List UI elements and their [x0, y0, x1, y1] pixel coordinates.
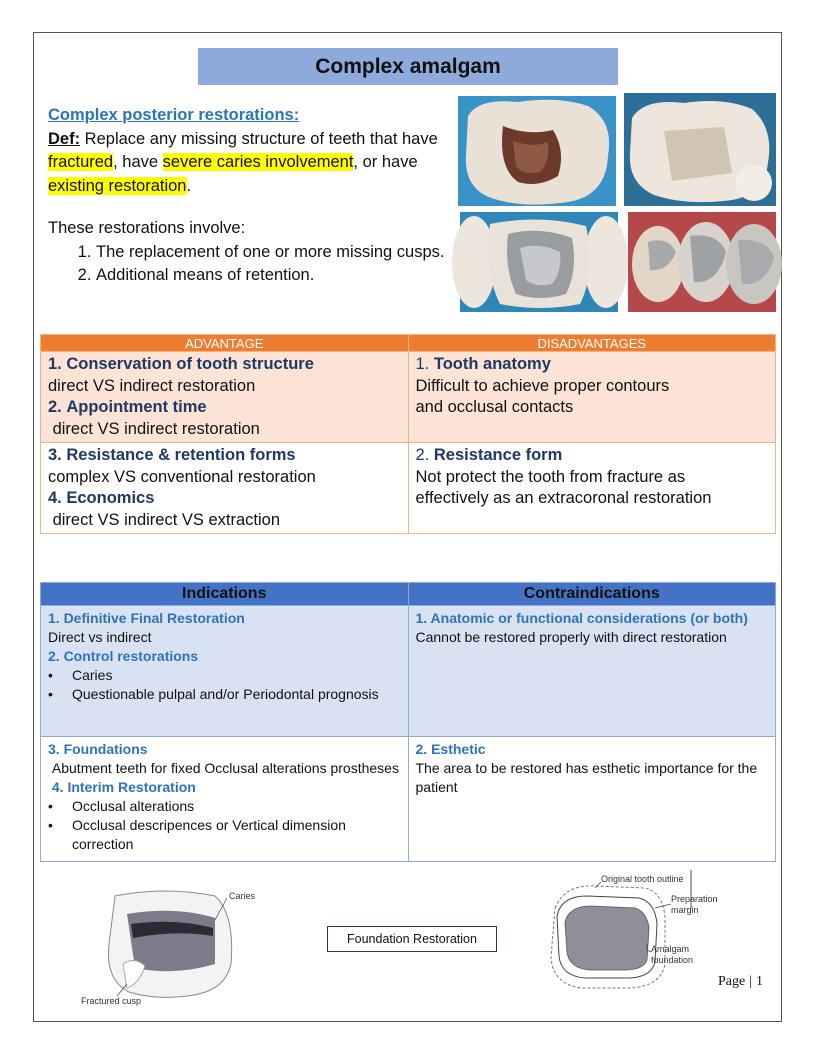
dis-text-2b: effectively as an extracoronal restoration — [415, 489, 712, 507]
advantage-header: ADVANTAGE — [41, 335, 409, 352]
page-label: Page — [718, 974, 746, 989]
intro-subheading: Complex posterior restorations: — [48, 106, 300, 124]
dis-num-1: 1. — [415, 355, 430, 373]
highlight-caries: severe caries involvement — [162, 153, 354, 171]
foundation-label: foundation — [651, 955, 694, 965]
highlight-existing: existing restoration — [48, 176, 187, 195]
preparation-label: Preparation — [671, 894, 718, 904]
dis-title-2: Resistance form — [433, 446, 563, 464]
caries-label: Caries — [229, 891, 256, 901]
margin-label: margin — [671, 905, 699, 915]
dis-text-1a: Difficult to achieve proper contours — [415, 376, 670, 395]
def-text-1: Replace any missing structure of teeth that have — [80, 129, 438, 148]
tooth-photo-prepared — [624, 93, 776, 206]
fractured-cusp-label: Fractured cusp — [81, 996, 142, 1006]
ind-bullets-4 — [48, 797, 401, 854]
disadvantage-cell-1 — [408, 352, 776, 443]
indications-cell-1 — [41, 606, 409, 737]
ind-bullet-vertical: • Occlusal descripences or Vertical dimension correction — [72, 816, 401, 854]
involve-item-2: 2. Additional means of retention. — [96, 264, 448, 288]
ind-bullet-occlusal: • Occlusal alterations — [72, 797, 401, 816]
advantages-table — [40, 334, 776, 534]
disadvantage-header: DISADVANTAGES — [408, 335, 776, 352]
ind-text-1: Direct vs indirect — [48, 629, 152, 645]
def-label: Def: — [48, 129, 81, 148]
intro-paragraph — [48, 104, 448, 198]
ind-bullet-pulpal: • Questionable pulpal and/or Periodontal prognosis — [72, 685, 401, 704]
contraindications-header: Contraindications — [408, 583, 776, 606]
contraindications-cell-1 — [408, 606, 776, 737]
ind-text-3: Abutment teeth for fixed Occlusal alterations prostheses — [48, 760, 399, 776]
ind-bullet-caries: • Caries — [72, 666, 401, 685]
foundation-caption: Foundation Restoration — [327, 926, 497, 952]
ind-title-2: 2. Control restorations — [48, 648, 199, 664]
page-separator: | — [749, 974, 753, 989]
highlight-fractured: fractured — [48, 153, 114, 171]
amalgam-foundation-diagram — [535, 868, 718, 998]
adv-text-2: direct VS indirect restoration — [48, 419, 260, 438]
adv-text-1: direct VS indirect restoration — [48, 376, 256, 395]
page-number — [718, 974, 763, 990]
dis-text-1b: and occlusal contacts — [415, 398, 574, 416]
involve-heading: These restorations involve: — [48, 219, 246, 237]
definition — [48, 128, 448, 199]
involve-item-1: 1. The replacement of one or more missing cusps. — [96, 241, 448, 265]
ind-title-1: 1. Definitive Final Restoration — [48, 610, 245, 626]
tooth-photo-caries — [458, 96, 616, 206]
page-title — [198, 48, 618, 85]
indications-cell-2 — [41, 737, 409, 862]
adv-title-3: Resistance & retention forms — [66, 446, 296, 464]
adv-text-4: direct VS indirect VS extraction — [48, 510, 281, 529]
ind-title-4: 4. Interim Restoration — [48, 779, 196, 795]
disadvantage-cell-2 — [408, 443, 776, 534]
involve-list — [48, 241, 448, 288]
involve-section — [48, 217, 448, 288]
def-text-2: , have — [113, 153, 163, 171]
tooth-photo-amalgam — [460, 212, 618, 312]
contra-text-1: Cannot be restored properly with direct restoration — [415, 629, 727, 645]
adv-num-1: 1. — [48, 355, 62, 373]
dis-text-2a: Not protect the tooth from fracture as — [415, 467, 686, 486]
adv-num-4: 4. — [48, 489, 62, 507]
dis-title-1: Tooth anatomy — [433, 355, 551, 373]
adv-title-2: Appointment time — [66, 398, 207, 416]
tooth-photo-restored — [628, 212, 776, 312]
amalgam-label: Amalgam — [651, 944, 690, 954]
adv-title-1: Conservation of tooth structure — [66, 355, 314, 373]
ind-bullets-2 — [48, 666, 401, 704]
adv-num-2: 2. — [48, 398, 62, 416]
advantage-cell-2 — [41, 443, 409, 534]
def-text-4: . — [186, 176, 192, 195]
original-outline-label: Original tooth outline — [601, 874, 684, 884]
adv-text-3: complex VS conventional restoration — [48, 467, 316, 486]
advantage-cell-1 — [41, 352, 409, 443]
contraindications-cell-2 — [408, 737, 776, 862]
contra-text-2: The area to be restored has esthetic importance for the patient — [415, 760, 758, 795]
adv-title-4: Economics — [66, 489, 155, 507]
dis-num-2: 2. — [415, 446, 430, 464]
def-text-3: , or have — [353, 153, 418, 171]
indications-header: Indications — [41, 583, 409, 606]
contra-title-1: 1. Anatomic or functional considerations (or both) — [415, 610, 748, 626]
ind-title-3: 3. Foundations — [48, 741, 148, 757]
fractured-cusp-diagram — [75, 884, 275, 1010]
page-number-value: 1 — [756, 974, 764, 989]
contra-title-2: 2. Esthetic — [415, 741, 486, 757]
adv-num-3: 3. — [48, 446, 62, 464]
title-text: Complex amalgam — [315, 54, 501, 78]
indications-table — [40, 582, 776, 862]
